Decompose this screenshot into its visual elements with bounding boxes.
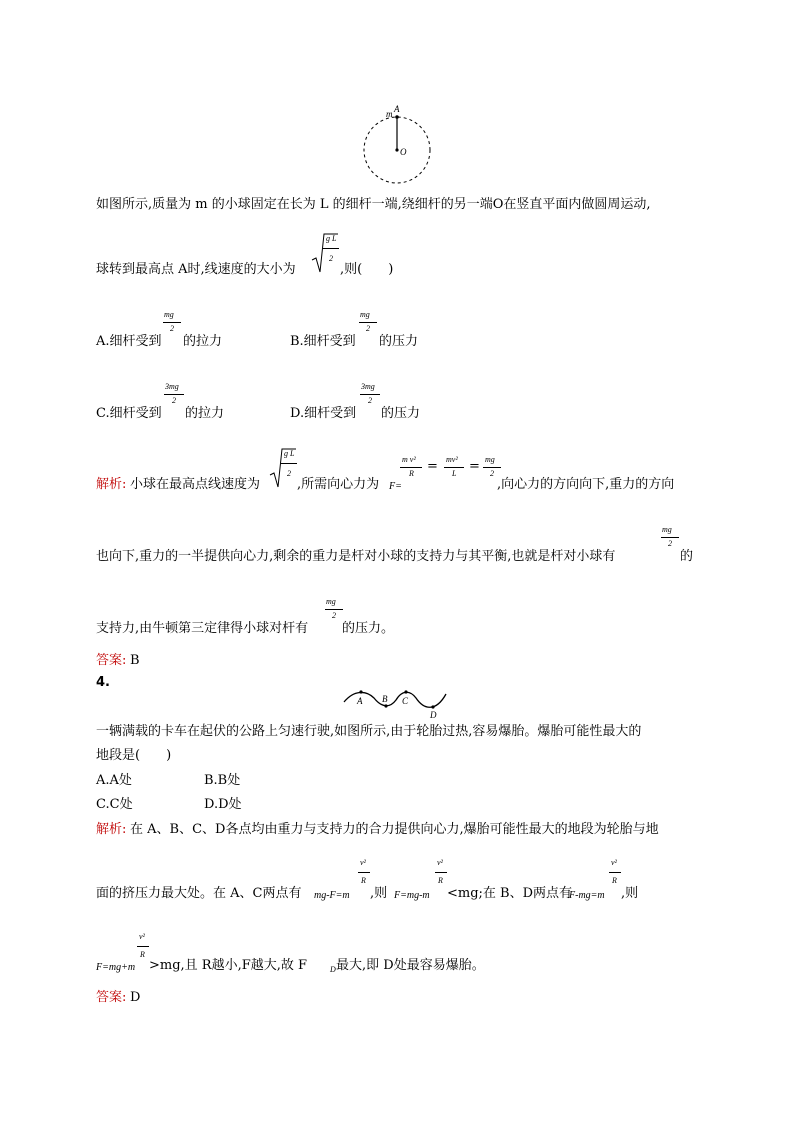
- q3-option-b-prefix: B.细杆受到: [290, 334, 356, 349]
- q3-sol-frac3-den: 2: [490, 469, 494, 478]
- q3-option-b-frac-den: 2: [366, 324, 370, 333]
- q4-answer-value: D: [130, 990, 141, 1005]
- q4-solution-line2-c: ,则: [370, 886, 388, 901]
- q3-option-c-frac-den: 2: [172, 396, 176, 405]
- q4-option-b: B.B处: [204, 773, 241, 788]
- q3-option-a-frac-den: 2: [170, 324, 174, 333]
- q3-option-d-frac-line: [360, 394, 380, 395]
- q4-sol2-frac2-num: v²: [437, 858, 443, 867]
- q4-sol2-frac3-num: v²: [611, 858, 617, 867]
- q3-sol-frac2-num: mv²: [446, 455, 458, 464]
- q4-solution-label: 解析:: [96, 822, 127, 837]
- q3-option-c-prefix: C.细杆受到: [96, 406, 162, 421]
- q3-solution-sqrt-num: g L: [284, 449, 295, 458]
- q4-option-d: D.D处: [204, 797, 242, 812]
- q3-option-a-prefix: A.细杆受到: [96, 334, 162, 349]
- q3-solution-line1-a: 小球在最高点线速度为: [130, 477, 261, 492]
- q3-option-d-suffix: 的压力: [381, 406, 421, 421]
- point-a-dot: [359, 690, 362, 693]
- q3-sol-frac1-line: [400, 467, 422, 468]
- q3-sol-frac1-den: R: [409, 469, 414, 478]
- q3-sqrt-num: g L: [326, 234, 337, 243]
- circle-figure: [355, 100, 440, 190]
- q4-sol3-frac-line: [137, 946, 149, 947]
- q3-option-a-suffix: 的拉力: [183, 334, 223, 349]
- q3-option-a-frac-line: [163, 322, 181, 323]
- q3-option-d-prefix: D.细杆受到: [290, 406, 357, 421]
- q3-solution-F: F=: [389, 481, 402, 492]
- q3-solution-line2-end: 的: [680, 549, 694, 564]
- q4-solution-line2-b: mg-F=m: [314, 890, 350, 901]
- q3-stem-line1: 如图所示,质量为 m 的小球固定在长为 L 的细杆一端,绕细杆的另一端O在竖直平面内做圆周运动,: [96, 197, 651, 212]
- q4-stem-line2: 地段是( ): [96, 748, 172, 763]
- q4-stem-line1: 一辆满载的卡车在起伏的公路上匀速行驶,如图所示,由于轮胎过热,容易爆胎。爆胎可能性最大的: [96, 724, 642, 739]
- q4-sol3-frac-den: R: [140, 950, 145, 959]
- q3-sol-frac2-den: L: [452, 469, 457, 478]
- q3-sqrt-den: 2: [329, 254, 333, 263]
- q3-option-c-frac-num: 3mg: [165, 382, 179, 391]
- q3-stem-line2-prefix: 球转到最高点 A时,线速度的大小为: [96, 262, 296, 277]
- q3-option-c-frac-line: [164, 394, 184, 395]
- q3-solution-line3-prefix: 支持力,由牛顿第三定律得小球对杆有: [96, 621, 309, 636]
- q4-solution-line2-e: <mg;在 B、D两点有: [447, 886, 573, 901]
- label-b: B: [382, 694, 388, 704]
- q3-solution-line3-suffix: 的压力。: [342, 621, 395, 636]
- q4-solution-line3-c: 最大,即 D处最容易爆胎。: [336, 958, 485, 973]
- q3-answer-value: B: [130, 653, 140, 668]
- point-c-dot: [404, 690, 407, 693]
- q3-sol2-frac-line: [661, 537, 679, 538]
- q3-sol-frac3-line: [483, 467, 501, 468]
- q3-option-d-frac-den: 2: [368, 396, 372, 405]
- q3-sqrt-frac-line: [323, 248, 339, 249]
- q4-option-c: C.C处: [96, 797, 133, 812]
- center-dot: [395, 148, 398, 151]
- q3-solution-label: 解析:: [96, 477, 127, 492]
- q3-stem-line2-suffix: ,则( ): [340, 262, 394, 277]
- q4-sol2-frac3-line: [609, 872, 621, 873]
- q3-option-b-suffix: 的压力: [379, 334, 419, 349]
- point-d-dot: [431, 705, 434, 708]
- q4-solution-line3-sub: D: [330, 965, 336, 974]
- q4-number: 4.: [96, 675, 110, 690]
- q4-sol2-frac1-num: v²: [360, 858, 366, 867]
- q3-sol-frac1-num: m v²: [402, 455, 416, 464]
- q4-solution-line2-a: 面的挤压力最大处。在 A、C两点有: [96, 886, 302, 901]
- q3-sol3-frac-line: [325, 609, 343, 610]
- q4-solution-line3-b: >mg,且 R越小,F越大,故 F: [149, 958, 308, 973]
- label-m: m: [386, 109, 393, 119]
- q3-sol-eq2: =: [469, 459, 480, 474]
- q3-sol3-frac-den: 2: [332, 611, 336, 620]
- q3-sol-eq1: =: [427, 459, 438, 474]
- q4-solution-line2-g: ,则: [621, 886, 639, 901]
- q4-solution-line2-d: F=mg-m: [394, 890, 430, 901]
- q3-option-a-frac-num: mg: [164, 310, 174, 319]
- q4-sol2-frac2-den: R: [438, 876, 443, 885]
- q3-option-b-frac-line: [359, 322, 377, 323]
- label-a: A: [357, 696, 363, 706]
- label-a: A: [394, 104, 400, 114]
- q3-sol-frac2-line: [444, 467, 464, 468]
- q3-solution-line2: 也向下,重力的一半提供向心力,剩余的重力是杆对小球的支持力与其平衡,也就是杆对小球有: [96, 549, 616, 564]
- road-figure: [340, 688, 450, 720]
- q4-sol3-frac-num: v²: [139, 932, 145, 941]
- q3-sol2-frac-num: mg: [662, 525, 672, 534]
- q3-option-c-suffix: 的拉力: [185, 406, 225, 421]
- ball-dot: [395, 115, 399, 119]
- q4-option-a: A.A处: [96, 773, 132, 788]
- q3-sol2-frac-den: 2: [668, 539, 672, 548]
- q3-option-d-frac-num: 3mg: [361, 382, 375, 391]
- q4-solution-line1: 在 A、B、C、D各点均由重力与支持力的合力提供向心力,爆胎可能性最大的地段为轮胎与地: [130, 822, 659, 837]
- q3-sol-frac3-num: mg: [485, 455, 495, 464]
- q3-solution-sqrt-den: 2: [287, 469, 291, 478]
- q3-answer-label: 答案:: [96, 653, 127, 668]
- q4-sol2-frac3-den: R: [612, 876, 617, 885]
- q4-solution-line2-f: F-mg=m: [569, 890, 605, 901]
- label-c: C: [402, 696, 409, 706]
- q3-option-b-frac-num: mg: [360, 310, 370, 319]
- point-b-dot: [384, 704, 387, 707]
- label-o: O: [400, 147, 407, 157]
- q3-solution-sqrt-frac-line: [281, 463, 297, 464]
- q4-solution-line3-a: F=mg+m: [96, 962, 136, 973]
- q4-answer-label: 答案:: [96, 990, 127, 1005]
- q3-solution-line1-c: ,向心力的方向向下,重力的方向: [497, 477, 675, 492]
- q4-sol2-frac1-den: R: [361, 876, 366, 885]
- q4-sol2-frac1-line: [358, 872, 370, 873]
- q3-sol3-frac-num: mg: [326, 597, 336, 606]
- q3-solution-line1-b: ,所需向心力为: [297, 477, 380, 492]
- label-d: D: [430, 710, 437, 720]
- q4-sol2-frac2-line: [435, 872, 447, 873]
